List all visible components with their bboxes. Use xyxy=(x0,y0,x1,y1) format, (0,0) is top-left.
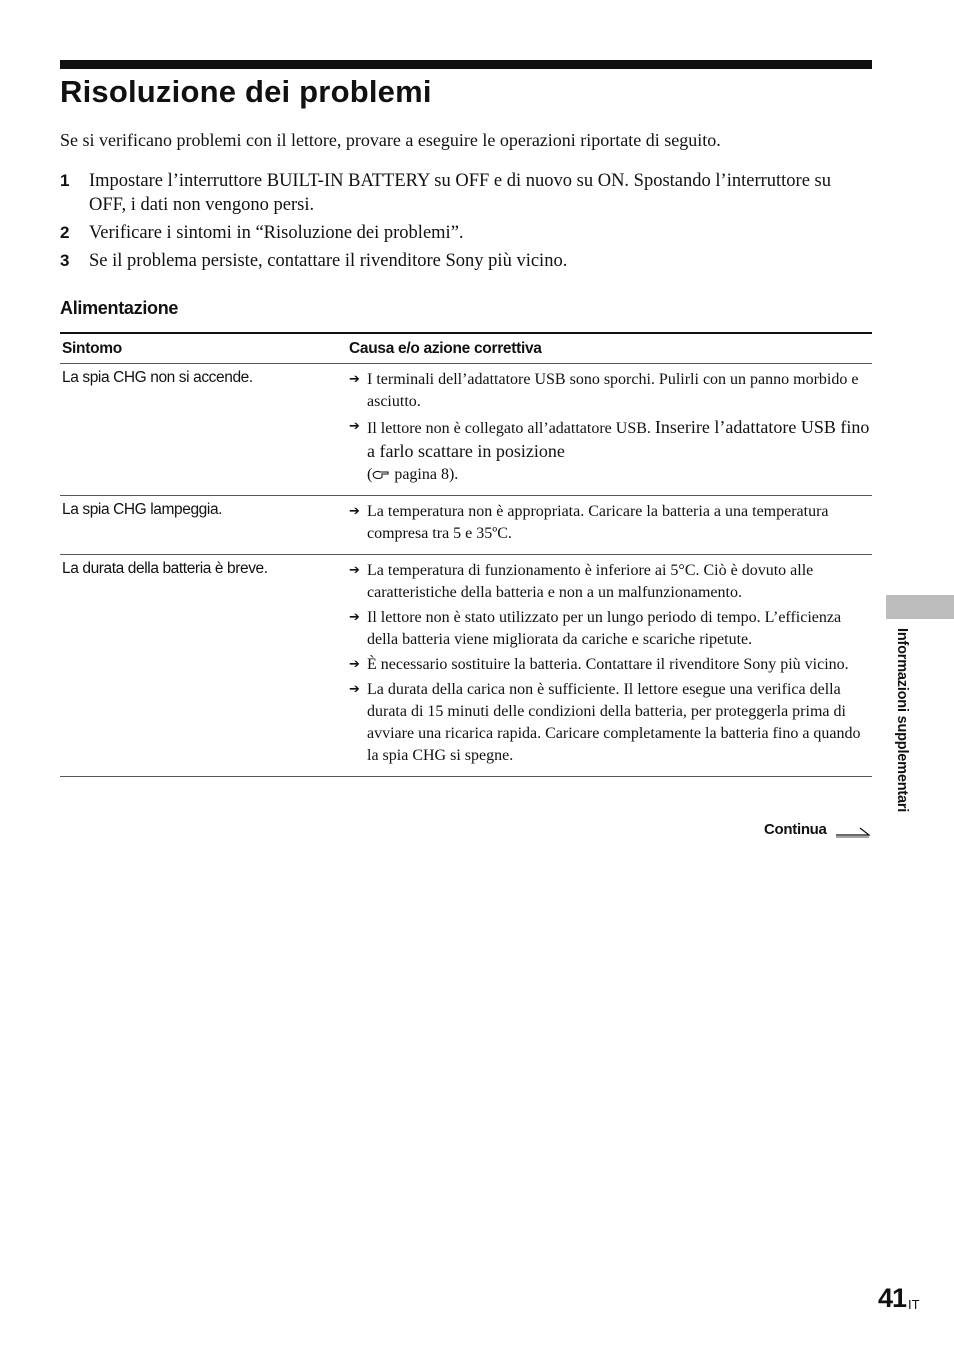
remedy-text: La temperatura di funzionamento è inferiore ai 5°C. Ciò è dovuto alle caratteristiche della batteria e non a un malfunzionamento. xyxy=(367,562,814,601)
symptom-cell: La spia CHG lampeggia. xyxy=(62,501,223,518)
step-number: 3 xyxy=(60,251,70,270)
remedy-cell xyxy=(349,555,872,776)
side-section-label: Informazioni supplementari xyxy=(894,628,910,813)
arrow-right-icon: ➔ xyxy=(349,504,360,519)
table-row xyxy=(60,555,872,777)
step-text: Se il problema persiste, contattare il rivenditore Sony più vicino. xyxy=(89,251,568,271)
remedy-text-large: Inserire l’adattatore USB fino a farlo scattare in posizione xyxy=(367,417,870,461)
remedy-item xyxy=(349,501,872,545)
symptom-cell: La spia CHG non si accende. xyxy=(62,369,253,386)
step-text: Verificare i sintomi in “Risoluzione dei problemi”. xyxy=(89,223,464,243)
table-row xyxy=(60,364,872,496)
step-number: 1 xyxy=(60,171,70,190)
column-header-remedy: Causa e/o azione correttiva xyxy=(349,339,542,357)
steps-list xyxy=(60,169,872,277)
troubleshooting-table xyxy=(60,332,872,777)
reference-page: pagina 8). xyxy=(394,466,459,483)
remedy-item xyxy=(349,607,872,651)
remedy-item xyxy=(349,654,872,676)
remedy-text: La durata della carica non è sufficiente. Il lettore esegue una verifica della durata di 15 minuti delle condizioni della batteria, per proteggerla prima di avviare una ricarica rapida. Caricare completamente la batteria fino a quando la spia CHG si spegne. xyxy=(367,681,861,764)
remedy-item xyxy=(349,679,872,767)
remedy-text: La temperatura non è appropriata. Caricare la batteria a una temperatura compresa tra 5 e 35ºC. xyxy=(367,503,829,542)
step-number: 2 xyxy=(60,223,70,242)
remedy-text: Il lettore non è stato utilizzato per un lungo periodo di tempo. L’efficienza della batteria viene migliorata da cariche e scariche ripetute. xyxy=(367,609,842,648)
page-number: 41 xyxy=(878,1283,907,1313)
step-text: Impostare l’interruttore BUILT-IN BATTERY su OFF e di nuovo su ON. Spostando l’interruttore su OFF, i dati non vengono persi. xyxy=(89,171,831,215)
remedy-cell xyxy=(349,496,872,554)
top-rule xyxy=(60,60,872,69)
reference-open: ( xyxy=(367,466,373,483)
arrow-right-icon: ➔ xyxy=(349,682,360,697)
arrow-right-icon: ➔ xyxy=(349,610,360,625)
arrow-right-icon: ➔ xyxy=(349,563,360,578)
table-row xyxy=(60,496,872,555)
pointing-hand-icon xyxy=(372,466,390,483)
continue-arrow-icon xyxy=(835,826,871,838)
page-language: IT xyxy=(908,1297,920,1312)
table-header xyxy=(60,334,872,364)
side-tab xyxy=(886,595,954,619)
intro-text: Se si verificano problemi con il lettore, provare a eseguire le operazioni riportate di seguito. xyxy=(60,130,721,150)
step-item xyxy=(60,249,872,273)
remedy-item xyxy=(349,369,872,413)
remedy-text-group xyxy=(367,416,872,486)
remedy-item xyxy=(349,560,872,604)
step-item xyxy=(60,221,872,245)
remedy-text: I terminali dell’adattatore USB sono sporchi. Pulirli con un panno morbido e asciutto. xyxy=(367,371,859,410)
remedy-text: Il lettore non è collegato all’adattatore USB. xyxy=(367,420,651,437)
remedy-cell xyxy=(349,364,872,495)
remedy-text: È necessario sostituire la batteria. Contattare il rivenditore Sony più vicino. xyxy=(367,656,849,673)
page-title: Risoluzione dei problemi xyxy=(60,74,432,109)
arrow-right-icon: ➔ xyxy=(349,372,360,387)
arrow-right-icon: ➔ xyxy=(349,419,360,434)
section-title: Alimentazione xyxy=(60,298,179,318)
arrow-right-icon: ➔ xyxy=(349,657,360,672)
symptom-cell: La durata della batteria è breve. xyxy=(62,560,268,577)
column-header-symptom: Sintomo xyxy=(62,339,122,357)
step-item xyxy=(60,169,872,217)
remedy-item xyxy=(349,416,872,486)
continue-label: Continua xyxy=(764,821,827,838)
